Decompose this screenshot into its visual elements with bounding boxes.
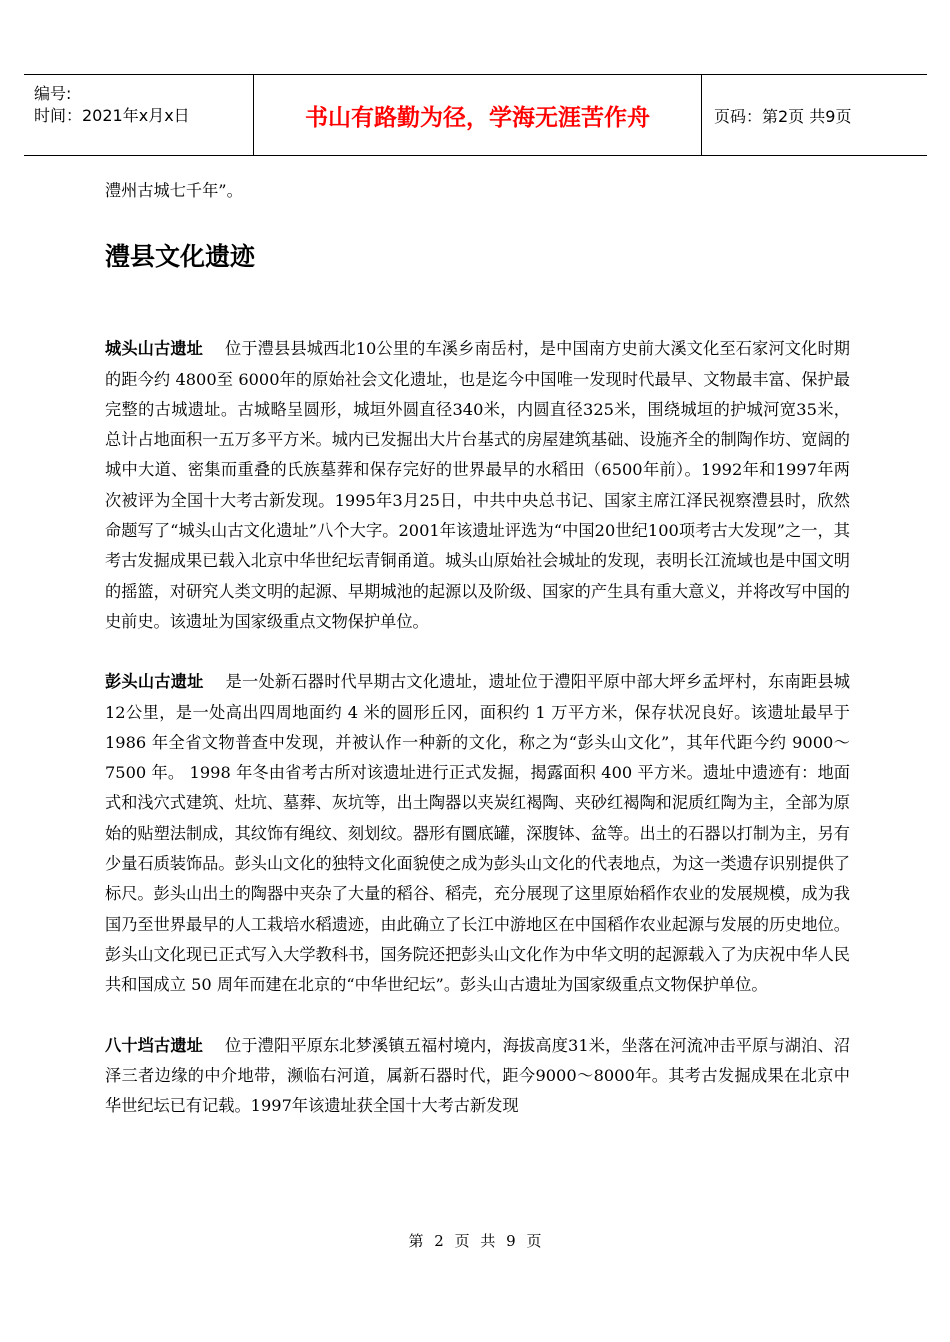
site-description: 位于澧县县城西北10公里的车溪乡南岳村，是中国南方史前大溪文化至石家河文化时期的距今约 4800至 6000年的原始社会文化遗址，也是迄今中国唯一发现时代最早、文物最丰富、保护最完整的古城遗址。古城略呈圆形，城垣外圆直径340米，内圆直径325米，围绕城垣的护城河宽35米，总计占地面积一五万多平方米。城内已发掘出大片台基式的房屋建筑基础、设施齐全的制陶作坊、宽阔的城中大道、密集而重叠的氏族墓葬和保存完好的世界最早的水稻田（6500年前）。1992年和1997年两次被评为全国十大考古新发现。1995年3月25日，中共中央总书记、国家主席江泽民视察澧县时，欣然命题写了“城头山古文化遗址”八个大字。2001年该遗址评选为“中国20世纪100项考古大发现”之一，其考古发掘成果已载入北京中华世纪坛青铜甬道。城头山原始社会城址的发现，表明长江流域也是中国文明的摇篮，对研究人类文明的起源、早期城池的起源以及阶级、国家的产生具有重大意义，并将改写中国的史前史。该遗址为国家级重点文物保护单位。	[105, 339, 850, 631]
header-motto: 书山有路勤为径，学海无涯苦作舟	[254, 75, 702, 155]
site-title: 城头山古遗址	[105, 339, 204, 359]
header-page-info: 页码：第2页 共9页	[714, 106, 852, 126]
section-heading: 澧县文化遗迹	[105, 242, 256, 272]
paragraph-bashidang	[105, 1031, 850, 1122]
site-title: 八十垱古遗址	[105, 1035, 204, 1055]
page-header	[24, 74, 927, 156]
paragraph-chengtoushan	[105, 334, 850, 637]
site-description: 是一处新石器时代早期古文化遗址，遗址位于澧阳平原中部大坪乡孟坪村，东南距县城12公里，是一处高出四周地面约 4 米的圆形丘冈，面积约 1 万平方米，保存状况良好。该遗址最早于 1986 年全省文物普查中发现，并被认作一种新的文化，称之为“彭头山文化”，其年代距今约 9000～7500 年。 1998 年冬由省考古所对该遗址进行正式发掘，揭露面积 400 平方米。遗址中遗迹有：地面式和浅穴式建筑、灶坑、墓葬、灰坑等，出土陶器以夹炭红褐陶、夹砂红褐陶和泥质红陶为主，全部为原始的贴塑法制成，其纹饰有绳纹、刻划纹。器形有圜底罐，深腹钵、盆等。出土的石器以打制为主，另有少量石质装饰品。彭头山文化的独特文化面貌使之成为彭头山文化的代表地点，为这一类遗存识别提供了标尺。彭头山出土的陶器中夹杂了大量的稻谷、稻壳，充分展现了这里原始稻作农业的发展规模，成为我国乃至世界最早的人工栽培水稻遗迹，由此确立了长江中游地区在中国稻作农业起源与发展的历史地位。彭头山文化现已正式写入大学教科书，国务院还把彭头山文化作为中华文明的起源载入了为庆祝中华人民共和国成立 50 周年而建在北京的“中华世纪坛”。彭头山古遗址为国家级重点文物保护单位。	[105, 672, 850, 995]
document-time: 时间：2021年x月x日	[34, 106, 190, 125]
paragraph-pengtoushan	[105, 667, 850, 1000]
document-body	[105, 176, 850, 1151]
header-meta	[24, 75, 254, 155]
site-title: 彭头山古遗址	[105, 672, 204, 692]
site-description: 位于澧阳平原东北梦溪镇五福村境内，海拔高度31米，坐落在河流冲击平原与湖泊、沼泽三者边缘的中介地带，濒临右河道，属新石器时代，距今9000～8000年。其考古发掘成果在北京中华世纪坛已有记载。1997年该遗址获全国十大考古新发现	[105, 1035, 850, 1116]
lead-paragraph: 澧州古城七千年”。	[105, 181, 243, 200]
document-number-label: 编号:	[34, 84, 72, 103]
page-footer: 第 2 页 共 9 页	[408, 1232, 542, 1250]
